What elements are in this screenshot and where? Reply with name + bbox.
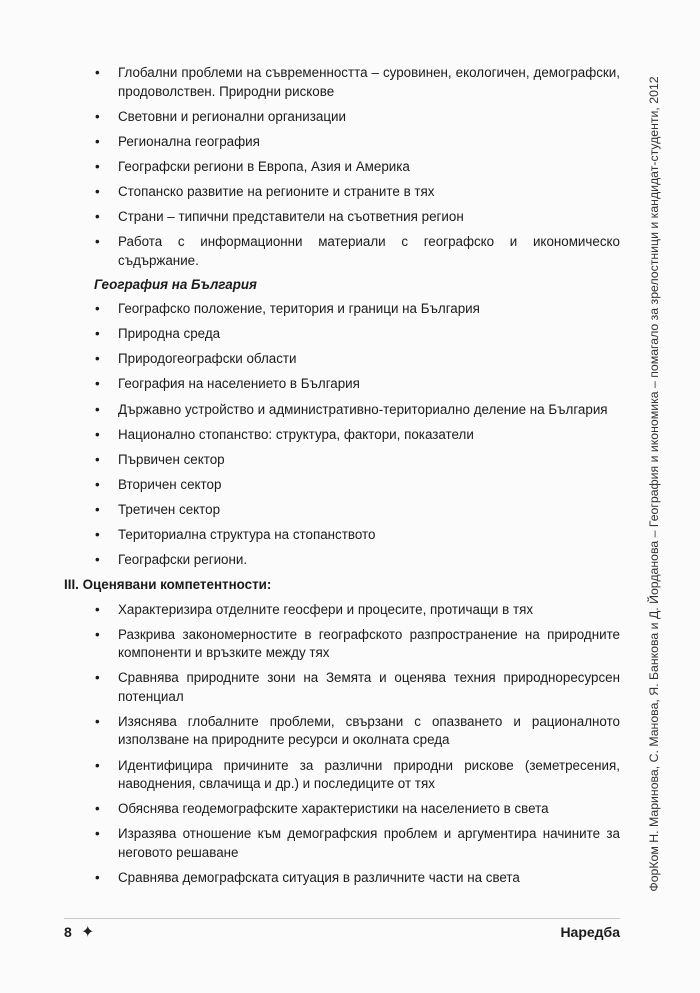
list-item: • Идентифицира причините за различни природни рискове (земетресения, наводнения, свлачища и др.) и последиците от тях	[94, 757, 620, 794]
list-item: • Характеризира отделните геосфери и процесите, протичащи в тях	[94, 601, 620, 620]
star-ornament-icon: ✦	[81, 924, 95, 941]
list-item: • Работа с информационни материали с географско и икономическо съдържание.	[94, 233, 620, 270]
section-heading-competences: III. Оценявани компетентности:	[64, 577, 272, 593]
list-item: • Природогеографски области	[94, 350, 620, 369]
list-item: • Изразява отношение към демографския проблем и аргументира начините за неговото решаване	[94, 825, 620, 862]
list-item: • Обяснява геодемографските характеристики на населението в света	[94, 800, 620, 819]
list-item: • География на населението в България	[94, 375, 620, 394]
competence-list	[94, 601, 620, 888]
list-item: • Глобални проблеми на съвременността – суровинен, екологичен, демографски, продоволствен. Природни рискове	[94, 64, 620, 101]
list-item: • Сравнява природните зони на Земята и оценява техния природноресурсен потенциал	[94, 669, 620, 706]
list-item: • Страни – типични представители на съответния регион	[94, 208, 620, 227]
list-item: • Сравнява демографската ситуация в различните части на света	[94, 869, 620, 888]
list-item: • Географско положение, територия и граници на България	[94, 300, 620, 319]
list-item: • Териториална структура на стопанството	[94, 526, 620, 545]
subheading-bulgaria: География на България	[94, 276, 257, 292]
list-item: • Географски региони.	[94, 551, 620, 570]
list-item: • Национално стопанство: структура, фактори, показатели	[94, 426, 620, 445]
topic-list-world	[94, 64, 620, 270]
list-item: • Третичен сектор	[94, 501, 620, 520]
list-item: • Разкрива закономерностите в географското разпространение на природните компоненти и връзките между тях	[94, 626, 620, 663]
footer-divider	[64, 918, 620, 919]
list-item: • Първичен сектор	[94, 451, 620, 470]
list-item: • Природна среда	[94, 325, 620, 344]
list-item: • Изяснява глобалните проблеми, свързани с опазването и рационалното използване на природните ресурси и околната среда	[94, 713, 620, 750]
list-item: • Стопанско развитие на регионите и страните в тях	[94, 183, 620, 202]
list-item: • Световни и регионални организации	[94, 108, 620, 127]
list-item: • Регионална география	[94, 133, 620, 152]
list-item: • Географски региони в Европа, Азия и Америка	[94, 158, 620, 177]
sidebar-credit-text: ФорКом Н. Маринова, С. Манова, Я. Банкова и Д. Йорданова – География и икономика – помагало за зрелостници и кандидат-студенти, 2012	[647, 76, 661, 892]
list-item: • Държавно устройство и административно-териториално деление на България	[94, 401, 620, 420]
page-body	[64, 64, 620, 894]
list-item: • Вторичен сектор	[94, 476, 620, 495]
topic-list-bulgaria	[94, 300, 620, 569]
page-number: 8	[64, 924, 72, 940]
footer-title: Наредба	[560, 924, 620, 940]
